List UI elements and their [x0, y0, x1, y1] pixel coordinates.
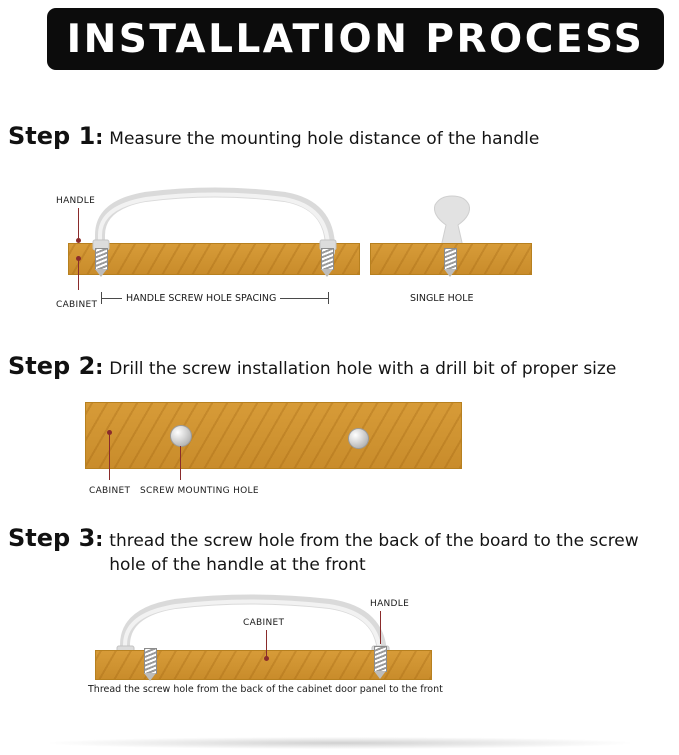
- step1-cabinet-board: [68, 243, 360, 275]
- title-banner: [47, 8, 664, 70]
- step2-callout-screw-mounting-hole: SCREW MOUNTING HOLE: [140, 486, 259, 496]
- step-3-description: thread the screw hole from the back of the board to the screw hole of the handle at the front: [109, 531, 639, 575]
- step-1-description: Measure the mounting hole distance of the handle: [109, 129, 540, 149]
- step1-cabinet-lead-line: [78, 258, 79, 290]
- step1-callout-cabinet: CABINET: [56, 300, 98, 310]
- step1-handle-lead-dot: [76, 238, 81, 243]
- step1-callout-handle: HANDLE: [56, 196, 96, 206]
- step-3-colon: :: [95, 527, 104, 551]
- step-2-heading: [8, 352, 616, 381]
- step1-cabinet-lead-dot: [76, 256, 81, 261]
- page-title: INSTALLATION PROCESS: [66, 16, 645, 62]
- step-3-heading: [8, 524, 673, 577]
- step2-cabinet-lead-line: [109, 432, 110, 480]
- step1-screw-right-tip: [321, 269, 333, 277]
- step2-hole-right: [348, 428, 369, 449]
- step-1-heading: [8, 122, 539, 151]
- step1-caption-spacing: HANDLE SCREW HOLE SPACING: [122, 293, 280, 304]
- step1-screw-left: [95, 248, 108, 270]
- step1-screw-right: [321, 248, 334, 270]
- step1-handle-lead-line: [78, 208, 79, 238]
- step3-cabinet-lead-dot: [264, 656, 269, 661]
- step1-single-hole-screw-tip: [444, 269, 456, 277]
- step2-hole-lead-line: [180, 446, 181, 480]
- step2-hole-left: [170, 425, 192, 447]
- step-1-colon: :: [95, 125, 104, 149]
- step3-screw-right: [374, 646, 387, 672]
- step-3-label: Step 3: [8, 524, 96, 552]
- step3-callout-cabinet: CABINET: [243, 618, 285, 628]
- step2-callout-cabinet: CABINET: [89, 486, 131, 496]
- step-2-colon: :: [95, 355, 104, 379]
- step3-screw-right-tip: [374, 671, 386, 679]
- step3-handle-lead-line: [380, 611, 381, 644]
- step3-cabinet-lead-line: [266, 630, 267, 658]
- step-2-description: Drill the screw installation hole with a drill bit of proper size: [109, 359, 617, 379]
- step1-spacing-tick-right: [328, 292, 329, 304]
- step1-caption-single-hole: SINGLE HOLE: [410, 293, 474, 304]
- step3-screw-left-tip: [144, 673, 156, 681]
- step1-single-hole-screw: [444, 248, 457, 270]
- step-1-label: Step 1: [8, 122, 96, 150]
- step1-spacing-tick-left: [101, 292, 102, 304]
- step1-screw-left-tip: [95, 269, 107, 277]
- step-2-label: Step 2: [8, 352, 96, 380]
- step2-cabinet-board: [85, 402, 462, 469]
- step3-caption: Thread the screw hole from the back of the cabinet door panel to the front: [88, 684, 443, 695]
- step3-callout-handle: HANDLE: [370, 599, 410, 609]
- bottom-shadow: [50, 737, 630, 749]
- step3-screw-left: [144, 648, 157, 674]
